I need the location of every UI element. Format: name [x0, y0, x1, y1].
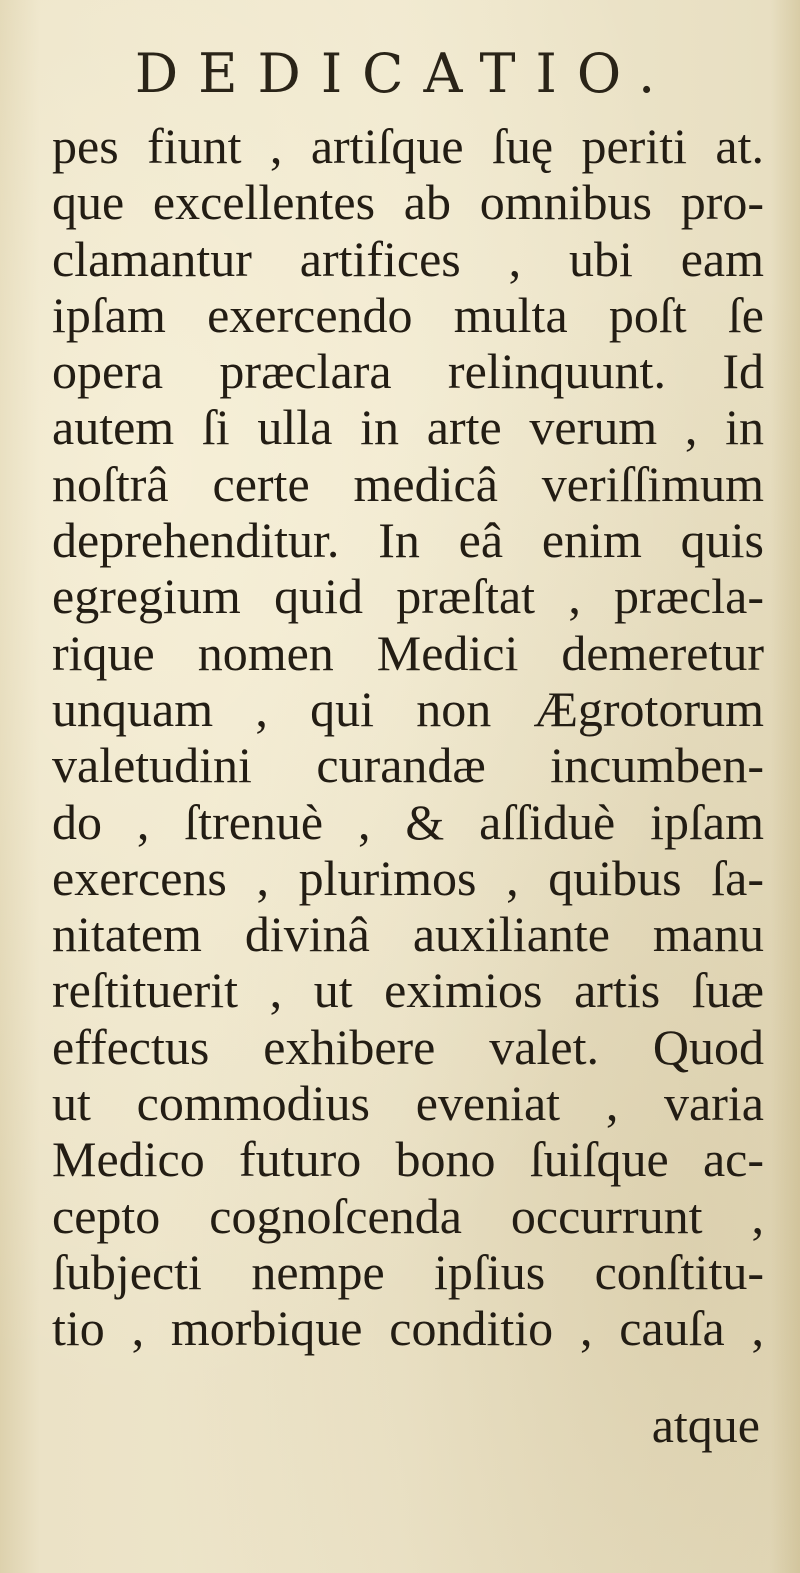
text-line: reſtituerit , ut eximios artis ſuæ: [52, 962, 764, 1019]
text-line: ſubjecti nempe ipſius conſtitu-: [52, 1243, 764, 1300]
text-line: cepto cognoſcenda occurrunt ,: [52, 1187, 764, 1244]
text-line: exercens , plurimos , quibus ſa-: [52, 849, 764, 906]
body-text: [52, 118, 764, 1357]
catchword: atque: [651, 1397, 760, 1453]
text-line: effectus exhibere valet. Quod: [52, 1018, 764, 1075]
text-line: ipſam exercendo multa poſt ſe: [52, 286, 764, 343]
text-line: autem ſi ulla in arte verum , in: [52, 399, 764, 456]
text-line: unquam , qui non Ægrotorum: [52, 680, 764, 737]
text-line: egregium quid præſtat , præcla-: [52, 568, 764, 625]
text-line: opera præclara relinquunt. Id: [52, 343, 764, 400]
text-line: deprehenditur. In eâ enim quis: [52, 512, 764, 569]
text-line: que excellentes ab omnibus pro-: [52, 174, 764, 231]
text-line: do , ſtrenuè , & aſſiduè ipſam: [52, 793, 764, 850]
text-line: pes fiunt , artiſque ſuę periti at.: [52, 118, 764, 174]
text-line: valetudini curandæ incumben-: [52, 737, 764, 794]
text-line: rique nomen Medici demeretur: [52, 624, 764, 681]
text-line: Medico futuro bono ſuiſque ac-: [52, 1131, 764, 1188]
text-line: noſtrâ certe medicâ veriſſimum: [52, 455, 764, 512]
running-header: DEDICATIO.: [134, 42, 676, 105]
text-line: ut commodius eveniat , varia: [52, 1075, 764, 1132]
text-line: nitatem divinâ auxiliante manu: [52, 906, 764, 963]
text-line: clamantur artifices , ubi eam: [52, 230, 764, 287]
text-line: tio , morbique conditio , cauſa ,: [52, 1300, 764, 1357]
